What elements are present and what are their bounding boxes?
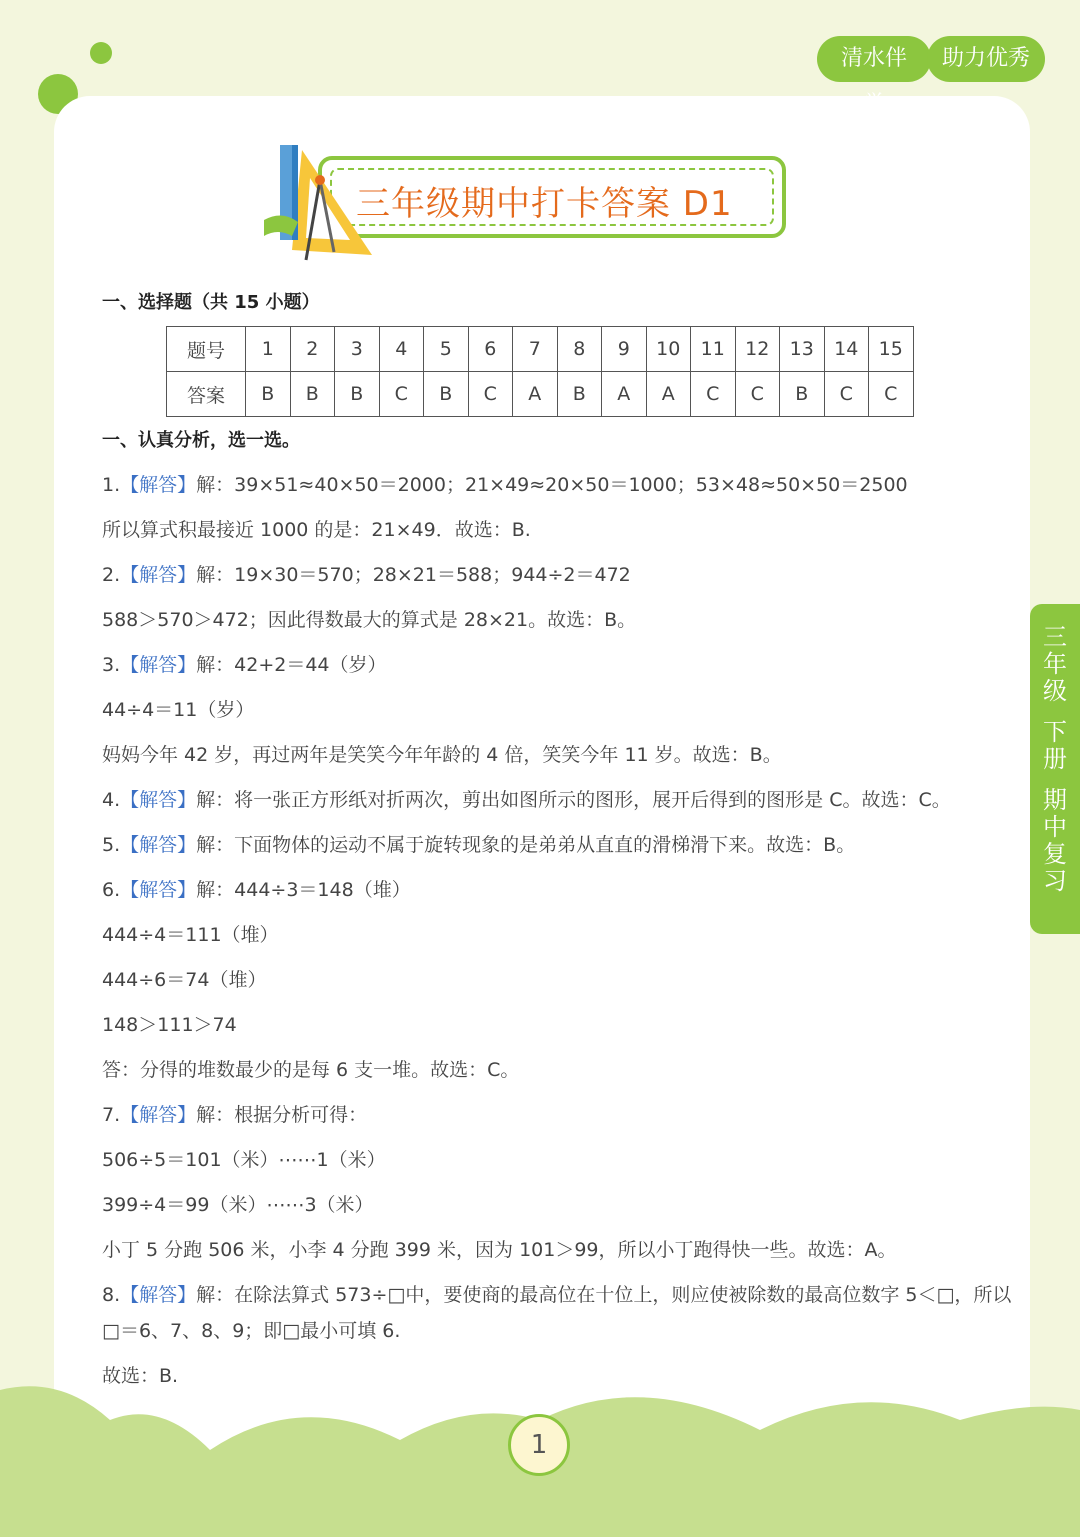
table-cell: 14 — [824, 327, 869, 372]
table-cell: A — [646, 372, 691, 417]
answer-line: 1.【解答】解：39×51≈40×50＝2000；21×49≈20×50＝1000；53×48≈50×50＝2500 — [102, 474, 908, 496]
answer-line: 3.【解答】解：42+2＝44（岁） — [102, 654, 387, 676]
section-heading-analysis: 一、认真分析，选一选。 — [102, 430, 300, 451]
answer-line: 小丁 5 分跑 506 米，小李 4 分跑 399 米，因为 101＞99，所以小丁跑得快一些。故选：A。 — [102, 1239, 897, 1261]
table-row-answers — [167, 372, 914, 417]
answer-line: 148＞111＞74 — [102, 1014, 237, 1036]
side-tab — [1030, 604, 1080, 934]
side-tab-volume: 下册 — [1043, 718, 1067, 773]
table-cell: 15 — [869, 327, 914, 372]
table-cell: B — [557, 372, 602, 417]
table-cell: 8 — [557, 327, 602, 372]
table-cell: 11 — [691, 327, 736, 372]
table-cell: 4 — [379, 327, 424, 372]
table-cell: 9 — [602, 327, 647, 372]
answer-line: 5.【解答】解：下面物体的运动不属于旋转现象的是弟弟从直直的滑梯滑下来。故选：B。 — [102, 834, 856, 856]
table-cell: C — [691, 372, 736, 417]
decor-dot-small — [90, 42, 112, 64]
table-cell: A — [513, 372, 558, 417]
table-cell: C — [468, 372, 513, 417]
page-number: 1 — [508, 1414, 570, 1476]
section-heading-choice: 一、选择题（共 15 小题） — [102, 292, 320, 313]
table-cell: B — [335, 372, 380, 417]
side-tab-term: 期中复习 — [1043, 786, 1067, 895]
page-title: 三年级期中打卡答案 D1 — [356, 184, 733, 224]
side-tab-grade: 三年级 — [1043, 623, 1067, 705]
answer-tag: 【解答】 — [120, 654, 197, 676]
table-cell: 10 — [646, 327, 691, 372]
answer-line: 44÷4＝11（岁） — [102, 699, 255, 721]
header-tag-2: 助力优秀 — [927, 36, 1045, 82]
answer-line: 588＞570＞472；因此得数最大的算式是 28×21。故选：B。 — [102, 609, 637, 631]
table-cell: B — [246, 372, 291, 417]
table-cell: C — [379, 372, 424, 417]
answer-line: 506÷5＝101（米）⋯⋯1（米） — [102, 1149, 386, 1171]
answer-tag: 【解答】 — [120, 1284, 197, 1306]
answer-line: 妈妈今年 42 岁，再过两年是笑笑今年年龄的 4 倍，笑笑今年 11 岁。故选：B。 — [102, 744, 782, 766]
table-cell: 1 — [246, 327, 291, 372]
answer-line: 4.【解答】解：将一张正方形纸对折两次，剪出如图所示的图形，展开后得到的图形是 C。故选：C。 — [102, 789, 951, 811]
answer-line: 2.【解答】解：19×30＝570；28×21＝588；944÷2＝472 — [102, 564, 631, 586]
table-header-cell: 答案 — [167, 372, 246, 417]
answer-line: 7.【解答】解：根据分析可得： — [102, 1104, 368, 1126]
table-cell: 2 — [290, 327, 335, 372]
table-cell: 5 — [424, 327, 469, 372]
answer-tag: 【解答】 — [120, 789, 197, 811]
table-cell: 12 — [735, 327, 780, 372]
table-cell: B — [780, 372, 825, 417]
table-cell: 6 — [468, 327, 513, 372]
answer-line: 所以算式积最接近 1000 的是：21×49．故选：B. — [102, 519, 531, 541]
table-cell: B — [424, 372, 469, 417]
table-header-cell: 题号 — [167, 327, 246, 372]
table-cell: C — [824, 372, 869, 417]
answer-line: 444÷6＝74（堆） — [102, 969, 267, 991]
answer-tag: 【解答】 — [120, 879, 197, 901]
answer-tag: 【解答】 — [120, 564, 197, 586]
answer-tag: 【解答】 — [120, 1104, 197, 1126]
answer-line: 答：分得的堆数最少的是每 6 支一堆。故选：C。 — [102, 1059, 520, 1081]
answer-line: 8.【解答】解：在除法算式 573÷□中，要使商的最高位在十位上，则应使被除数的最高位数字 5＜□，所以 — [102, 1284, 1012, 1306]
answer-tag: 【解答】 — [120, 834, 197, 856]
table-cell: C — [869, 372, 914, 417]
answer-line: 399÷4＝99（米）⋯⋯3（米） — [102, 1194, 374, 1216]
table-cell: A — [602, 372, 647, 417]
table-row-numbers — [167, 327, 914, 372]
table-cell: 3 — [335, 327, 380, 372]
table-cell: C — [735, 372, 780, 417]
answer-line: 6.【解答】解：444÷3＝148（堆） — [102, 879, 411, 901]
answer-tag: 【解答】 — [120, 474, 197, 496]
table-cell: 13 — [780, 327, 825, 372]
header-tag-1: 清水伴 — [817, 36, 931, 82]
answer-line: 故选：B. — [102, 1365, 179, 1387]
answer-table — [166, 326, 914, 417]
table-cell: B — [290, 372, 335, 417]
answer-line: 444÷4＝111（堆） — [102, 924, 279, 946]
answer-line: □＝6、7、8、9；即□最小可填 6. — [102, 1320, 401, 1342]
table-cell: 7 — [513, 327, 558, 372]
